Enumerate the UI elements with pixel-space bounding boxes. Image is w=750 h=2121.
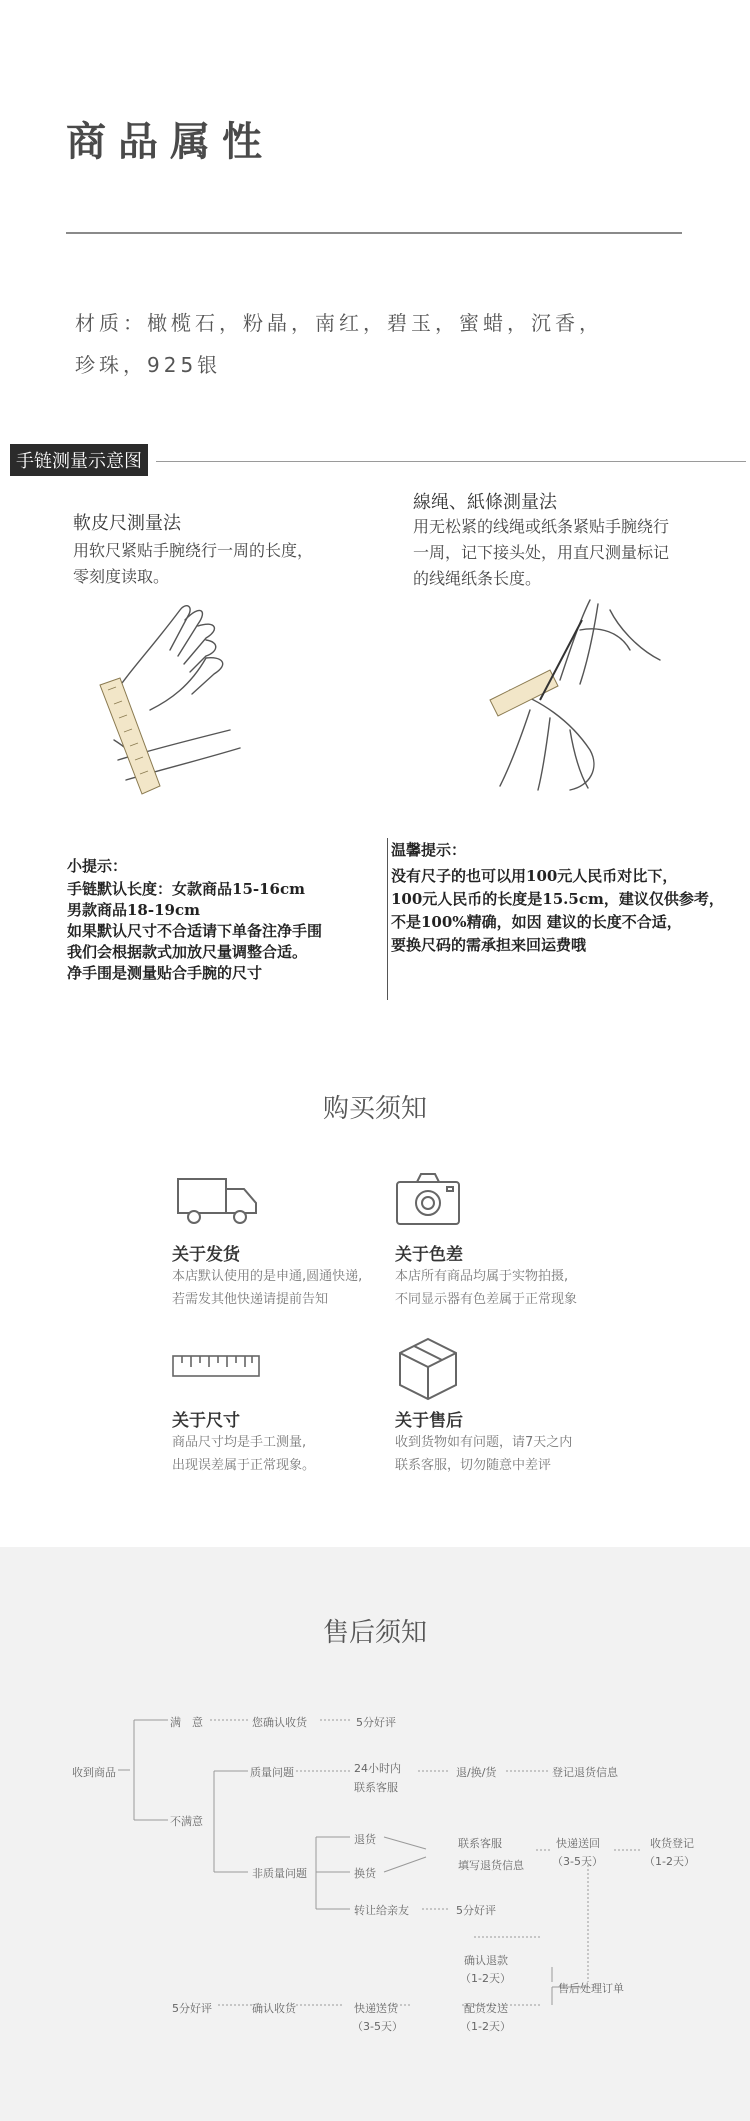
material-line-1: 材质：橄榄石，粉晶，南红，碧玉，蜜蜡，沉香， — [75, 311, 603, 335]
string-method-line-1: 用无松紧的线绳或纸条紧贴手腕绕行 — [413, 517, 670, 536]
flow-gift-five-star: 5分好评 — [456, 1904, 496, 1917]
flow-final-five-star: 5分好评 — [172, 2002, 212, 2015]
flow-cs-24h: 联系客服 — [354, 1781, 398, 1794]
flow-quality-issue: 质量问题 — [250, 1766, 294, 1779]
tip-title: 小提示： — [67, 857, 128, 875]
material-line-2: 珍珠，925银 — [75, 353, 222, 377]
divider — [66, 232, 682, 234]
card-title: 关于尺寸 — [172, 1411, 240, 1431]
flow-non-quality: 非质量问题 — [252, 1867, 307, 1880]
after-sales-title: 售后须知 — [322, 1618, 427, 1648]
soft-ruler-title: 軟皮尺測量法 — [73, 513, 181, 534]
string-method-title: 線绳、紙條測量法 — [413, 492, 557, 513]
attributes-title: 商品属性 — [66, 119, 274, 165]
tip-line: 如果默认尺寸不合适请下单备注净手围 — [67, 922, 323, 940]
soft-ruler-line-2: 零刻度读取。 — [73, 567, 170, 586]
card-title: 关于售后 — [395, 1411, 463, 1431]
flow-five-star: 5分好评 — [356, 1716, 396, 1729]
flow-days: （1-2天） — [460, 2020, 511, 2033]
tip-line: 我们会根据款式加放尺量调整合适。 — [67, 943, 308, 961]
card-desc: 出现误差属于正常现象。 — [172, 1458, 316, 1473]
flow-process-order: 售后处理订单 — [558, 1982, 624, 1995]
box-icon — [398, 1337, 458, 1401]
ruler-icon — [172, 1355, 260, 1377]
flow-confirm-receipt-2: 确认收货 — [252, 2002, 296, 2015]
flow-received: 收到商品 — [72, 1766, 116, 1779]
string-method-line-2: 一周，记下接头处，用直尺测量标记 — [413, 543, 670, 562]
camera-icon — [395, 1172, 461, 1226]
string-method-line-3: 的线绳纸条长度。 — [413, 569, 542, 588]
flow-contact-cs: 联系客服 — [458, 1837, 502, 1850]
flow-unsatisfied: 不满意 — [170, 1815, 203, 1828]
flow-confirm-refund: 确认退款 — [464, 1954, 508, 1967]
flow-return-exchange: 退/换/货 — [456, 1766, 497, 1779]
card-desc: 收到货物如有问题，请7天之内 — [395, 1435, 573, 1450]
measure-divider — [156, 461, 746, 462]
flow-receive-register: 收货登记 — [650, 1837, 694, 1850]
measure-tag: 手链测量示意图 — [10, 444, 148, 476]
card-desc: 不同显示器有色差属于正常现象 — [395, 1292, 578, 1307]
tip-line: 男款商品18-19cm — [67, 901, 200, 919]
warm-tip-title: 温馨提示： — [391, 841, 467, 859]
flow-days: （1-2天） — [460, 1972, 511, 1985]
flow-confirm-receipt: 您确认收货 — [252, 1716, 307, 1729]
card-desc: 联系客服，切勿随意中差评 — [395, 1458, 552, 1473]
warm-tip-line: 100元人民币的长度是15.5cm，建议仅供参考， — [391, 890, 724, 908]
tip-divider — [387, 838, 388, 1000]
flow-express-back: 快递送回 — [556, 1837, 600, 1850]
flow-days: （1-2天） — [644, 1855, 695, 1868]
flow-fill-return: 填写退货信息 — [458, 1859, 524, 1872]
warm-tip-line: 要换尺码的需承担来回运费哦 — [391, 936, 587, 954]
card-desc: 本店所有商品均属于实物拍摄, — [395, 1269, 569, 1284]
card-title: 关于色差 — [395, 1245, 463, 1265]
flow-days: （3-5天） — [552, 1855, 603, 1868]
soft-ruler-line-1: 用软尺紧贴手腕绕行一周的长度， — [73, 541, 314, 560]
flow-days: （3-5天） — [352, 2020, 403, 2033]
tip-line: 手链默认长度：女款商品15-16cm — [67, 880, 305, 898]
flow-gift: 转让给亲友 — [354, 1904, 409, 1917]
warm-tip-line: 没有尺子的也可以用100元人民币对比下， — [391, 867, 678, 885]
flow-satisfied: 满 意 — [170, 1716, 203, 1729]
truck-icon — [176, 1175, 260, 1227]
flow-exchange: 换货 — [354, 1867, 376, 1880]
hand-pen-illustration — [470, 590, 670, 800]
card-desc: 若需发其他快递请提前告知 — [172, 1292, 329, 1307]
flow-cs-24h: 24小时内 — [354, 1762, 401, 1775]
card-title: 关于发货 — [172, 1245, 240, 1265]
card-desc: 商品尺寸均是手工测量, — [172, 1435, 307, 1450]
warm-tip-line: 不是100%精确，如因 建议的长度不合适， — [391, 913, 682, 931]
card-desc: 本店默认使用的是申通,圆通快递, — [172, 1269, 363, 1284]
flow-ship-deliver: 配货发送 — [464, 2002, 508, 2015]
purchase-title: 购买须知 — [322, 1094, 427, 1124]
flow-express-deliver: 快递送货 — [354, 2002, 398, 2015]
tip-line: 净手围是测量贴合手腕的尺寸 — [67, 964, 263, 982]
flow-refund: 退货 — [354, 1833, 376, 1846]
hand-tape-illustration — [90, 590, 290, 800]
flow-register-return: 登记退货信息 — [552, 1766, 618, 1779]
